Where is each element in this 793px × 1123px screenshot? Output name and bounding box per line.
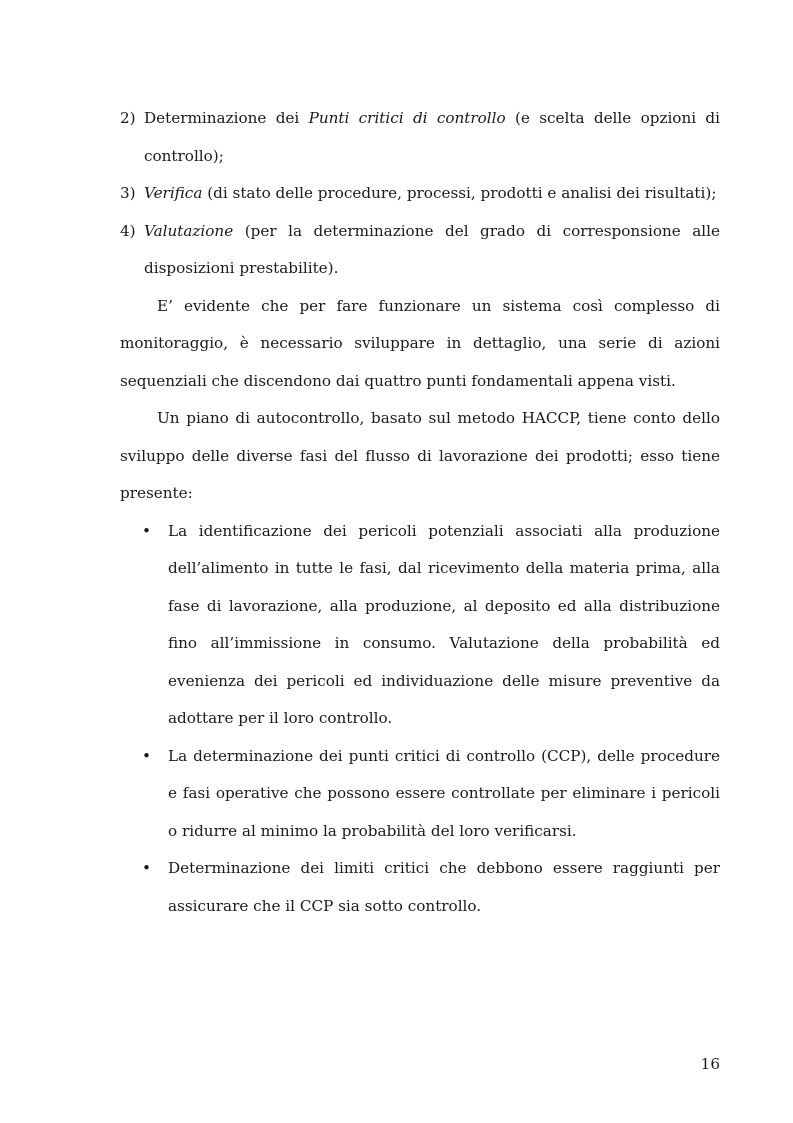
bullet-icon: •: [142, 521, 151, 540]
numbered-item-2: [120, 100, 720, 175]
item-text: Determinazione dei: [144, 109, 309, 127]
paragraph-piano-autocontrollo: Un piano di autocontrollo, basato sul metodo HACCP, tiene conto dello sviluppo delle diverse fasi del flusso di lavorazione dei prodotti; esso tiene presente:: [120, 409, 720, 502]
bullet-item: [120, 738, 720, 851]
bullet-list: [120, 513, 720, 926]
item-text-italic: Verifica: [144, 184, 203, 202]
numbered-item-4: [120, 213, 720, 288]
bullet-text: La determinazione dei punti critici di controllo (CCP), delle procedure e fasi operative che possono essere controllate per eliminare i pericoli o ridurre al minimo la probabilità del loro verificarsi.: [168, 746, 720, 840]
bullet-text: La identificazione dei pericoli potenziali associati alla produzione dell’alimento in tutte le fasi, dal ricevimento della materia prima, alla fase di lavorazione, alla produzione, al deposito ed alla distribuzione fino all’immissione in consumo. Valutazione della probabilità ed evenienza dei pericoli ed individuazione delle misure preventive da adottare per il loro controllo.: [168, 521, 720, 727]
item-text: (e scelta delle opzioni di controllo);: [144, 109, 720, 165]
bullet-item: [120, 513, 720, 738]
bullet-text: Determinazione dei limiti critici che debbono essere raggiunti per assicurare che il CCP sia sotto controllo.: [168, 859, 720, 915]
bullet-icon: •: [142, 859, 151, 877]
item-number: 2): [120, 109, 136, 127]
page-number: 16: [700, 1055, 720, 1073]
item-text-italic: Valutazione: [144, 221, 234, 240]
bullet-item: [120, 850, 720, 925]
item-text: (per la determinazione del grado di corresponsione alle disposizioni prestabilite).: [144, 221, 720, 277]
document-page: [120, 100, 720, 925]
paragraph-monitoraggio: E’ evidente che per fare funzionare un sistema così complesso di monitoraggio, è necessario sviluppare in dettaglio, una serie di azioni sequenziali che discendono dai quattro punti fondamentali appena visti.: [120, 296, 720, 390]
item-number: 3): [120, 184, 136, 202]
item-text-italic: Punti critici di controllo: [308, 109, 506, 127]
numbered-item-3: [120, 175, 720, 213]
item-text: (di stato delle procedure, processi, prodotti e analisi dei risultati);: [202, 184, 717, 202]
bullet-icon: •: [142, 746, 151, 765]
item-number: 4): [120, 221, 136, 240]
